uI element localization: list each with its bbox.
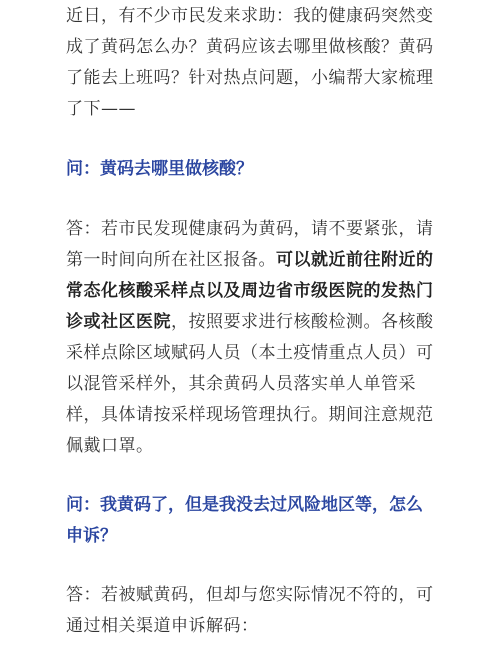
answer-paragraph-2 [66,580,440,642]
answer-line [66,307,440,338]
answer-line: 答：若被赋黄码，但却与您实际情况不符的，可 [66,585,434,605]
answer-text: ，按照要求进行核酸检测。各核酸 [171,312,434,332]
answer-emphasis: 可以就近前往附近的 [276,250,434,270]
answer-emphasis: 常态化核酸采样点以及周边省市级医院的发热门 [66,281,434,301]
question-text: 申诉？ [66,526,117,546]
intro-line: 了能去上班吗？针对热点问题，小编帮大家梳理 [66,68,434,88]
answer-paragraph-1 [66,214,440,462]
answer-line: 佩戴口罩。 [66,436,154,456]
answer-line: 样，具体请按采样现场管理执行。期间注意规范 [66,405,434,425]
answer-line: 答：若市民发现健康码为黄码，请不要紧张，请 [66,219,434,239]
intro-paragraph [66,1,440,125]
question-text: 问：黄码去哪里做核酸？ [66,159,253,179]
answer-line [66,245,440,276]
answer-line: 以混管采样外，其余黄码人员落实单人单管采 [66,374,416,394]
intro-line: 了下—— [66,99,136,119]
answer-line: 通过相关渠道申诉解码： [66,616,259,636]
answer-line: 采样点除区域赋码人员（本土疫情重点人员）可 [66,343,434,363]
question-heading-1 [66,154,440,185]
answer-emphasis: 诊或社区医院 [66,312,171,332]
intro-line: 成了黄码怎么办？黄码应该去哪里做核酸？黄码 [66,37,434,57]
question-text: 问：我黄码了，但是我没去过风险地区等，怎么 [66,495,423,515]
answer-text: 第一时间向所在社区报备。 [66,250,276,270]
intro-line: 近日，有不少市民发来求助：我的健康码突然变 [66,6,434,26]
question-heading-2 [66,490,440,552]
